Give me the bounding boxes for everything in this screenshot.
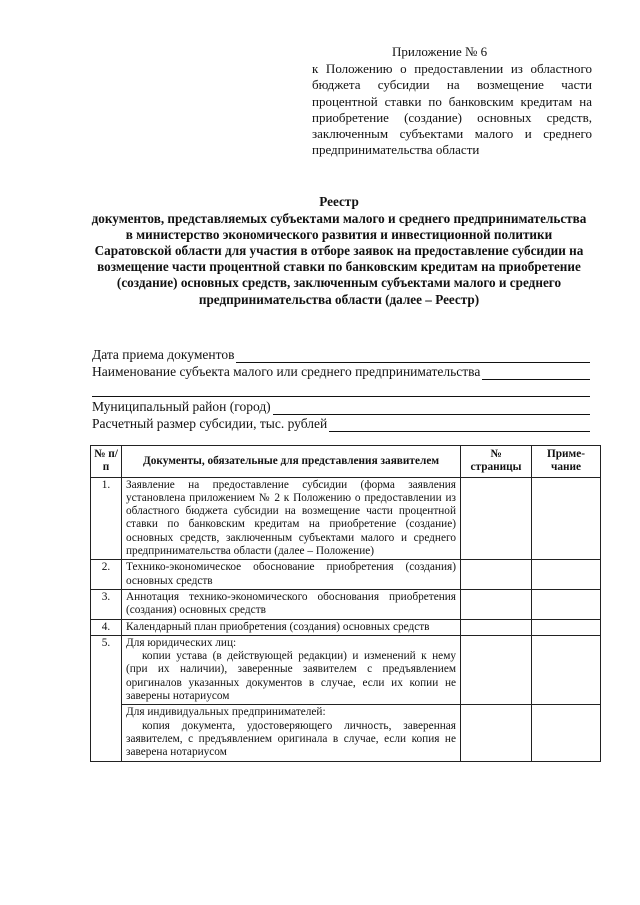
- row-document: Календарный план приобретения (создания) основных средств: [122, 619, 461, 635]
- row-document-legal: [122, 635, 461, 704]
- name-field: [92, 363, 590, 380]
- registry-table: [90, 445, 601, 762]
- district-field: [92, 398, 590, 415]
- header-docs: Документы, обязательные для представления заявителем: [122, 446, 461, 478]
- row-note-cell[interactable]: [532, 477, 601, 560]
- name-label: Наименование субъекта малого или среднего предпринимательства: [92, 364, 481, 379]
- row-note-cell[interactable]: [532, 589, 601, 619]
- registry-title: Реестр: [319, 194, 359, 209]
- row-note-cell[interactable]: [532, 705, 601, 761]
- row-page-cell[interactable]: [461, 635, 532, 704]
- registry-subtitle: документов, представляемых субъектами малого и среднего предпринимательства в министерство экономического развития и инвестиционной политики Саратовской области для участия в отборе заявок на предоставление субсидии на возмещение части процентной ставки по банковским кредитам на приобретение (создание) основных средств, заключенным субъектами малого и среднего предпринимательства области (далее – Реестр): [91, 211, 587, 307]
- date-field: [92, 346, 590, 363]
- name-continuation-line[interactable]: [92, 380, 590, 397]
- row-page-cell[interactable]: [461, 477, 532, 560]
- amount-input-line[interactable]: [329, 418, 590, 432]
- appendix-title: Приложение № 6: [392, 44, 488, 59]
- appendix-header: [312, 44, 592, 158]
- legal-entities-text: копии устава (в действующей редакции) и изменений к нему (при их наличии), заверенные заявителем с предъявлением оригиналов указанных документов в случае, если их копии не заверены нотариусом: [126, 650, 456, 703]
- row-num: 4.: [91, 619, 122, 635]
- table-row: [91, 619, 601, 635]
- header-num: № п/п: [91, 446, 122, 478]
- individual-entrepreneurs-text: копия документа, удостоверяющего личность, заверенная заявителем, с предъявлением оригинала в случае, если копия не заверена нотариусом: [126, 719, 456, 759]
- row-page-cell[interactable]: [461, 589, 532, 619]
- row-num: 1.: [91, 477, 122, 560]
- table-row: [91, 477, 601, 560]
- row-page-cell[interactable]: [461, 619, 532, 635]
- amount-label: Расчетный размер субсидии, тыс. рублей: [92, 416, 328, 431]
- legal-entities-title: Для юридических лиц:: [126, 636, 237, 649]
- amount-field: [92, 415, 590, 432]
- table-row: [91, 560, 601, 590]
- table-row: [91, 589, 601, 619]
- table-row: [91, 635, 601, 704]
- row-note-cell[interactable]: [532, 619, 601, 635]
- table-row: [91, 705, 601, 761]
- row-document-individual: [122, 705, 461, 761]
- individual-entrepreneurs-title: Для индивидуальных предпринимателей:: [126, 706, 326, 719]
- row-page-cell[interactable]: [461, 560, 532, 590]
- row-note-cell[interactable]: [532, 635, 601, 704]
- row-num: 2.: [91, 560, 122, 590]
- registry-heading: [88, 194, 590, 308]
- row-num: 3.: [91, 589, 122, 619]
- district-label: Муниципальный район (город): [92, 399, 271, 414]
- header-page: № страницы: [461, 446, 532, 478]
- header-note: Приме- чание: [532, 446, 601, 478]
- row-document: Заявление на предоставление субсидии (форма заявления установлена приложением № 2 к Положению о предоставлении из областного бюджета субсидии на возмещение части процентной ставки по банковским кредитам на приобретение (создание) основных средств, заключенным субъектами малого и среднего предпринимательства области (далее – Положение): [122, 477, 461, 560]
- district-input-line[interactable]: [273, 401, 590, 415]
- row-num: 5.: [91, 635, 122, 761]
- table-header-row: [91, 446, 601, 478]
- row-document: Технико-экономическое обоснование приобретения (создания) основных средств: [122, 560, 461, 590]
- date-label: Дата приема документов: [92, 347, 235, 362]
- name-input-line[interactable]: [482, 366, 590, 380]
- date-input-line[interactable]: [236, 349, 590, 363]
- form-fields: [92, 346, 590, 432]
- row-document: Аннотация технико-экономического обоснования приобретения (создания) основных средств: [122, 589, 461, 619]
- appendix-text: к Положению о предоставлении из областного бюджета субсидии на возмещение части процентной ставки по банковским кредитам на приобретение (создание) основных средств, заключенным субъектами малого и среднего предпринимательства области: [312, 61, 592, 158]
- row-page-cell[interactable]: [461, 705, 532, 761]
- row-note-cell[interactable]: [532, 560, 601, 590]
